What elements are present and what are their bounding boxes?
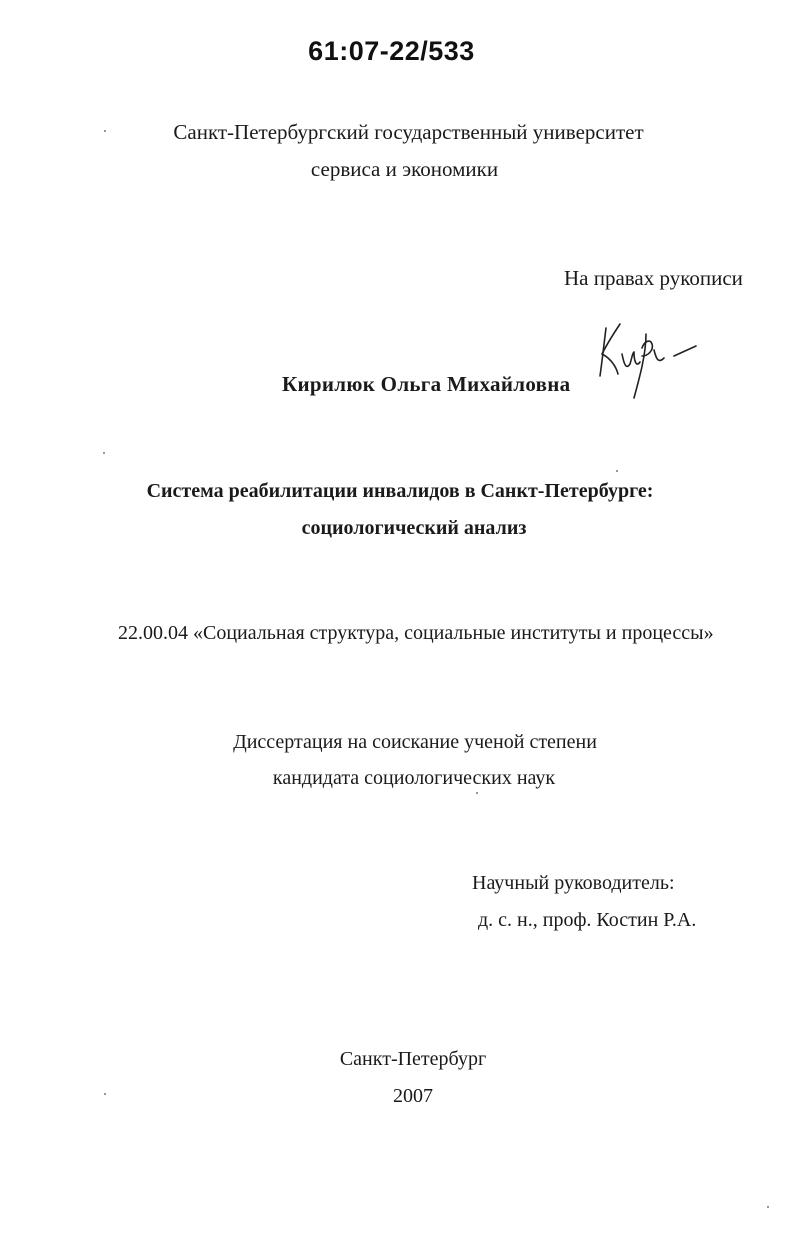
author-name: Кирилюк Ольга Михайловна [282, 372, 571, 396]
supervisor-name: д. с. н., проф. Костин Р.А. [478, 909, 697, 931]
scan-speck [616, 470, 618, 472]
scan-speck [104, 1093, 106, 1095]
dissertation-title-line-2: социологический анализ [301, 517, 527, 539]
degree-line-2: кандидата социологических наук [272, 767, 556, 789]
publication-year: 2007 [393, 1085, 433, 1107]
scan-speck [476, 792, 478, 794]
institution-line-2: сервиса и экономики [310, 157, 499, 181]
dissertation-title-line-1: Система реабилитации инвалидов в Санкт-Петербурге: [146, 480, 654, 502]
handwritten-signature-icon [592, 314, 700, 404]
scan-speck [767, 1206, 769, 1208]
manuscript-rights-note: На правах рукописи [564, 266, 743, 290]
supervisor-label: Научный руководитель: [472, 872, 675, 894]
scan-speck [104, 130, 106, 132]
degree-line-1: Диссертация на соискание ученой степени [233, 731, 597, 753]
institution-line-1: Санкт-Петербургский государственный университет [173, 120, 644, 144]
catalog-number: 61:07-22/533 [308, 36, 475, 66]
place-of-publication: Санкт-Петербург [339, 1048, 487, 1070]
scan-speck [103, 452, 105, 454]
specialty-code: 22.00.04 «Социальная структура, социальные институты и процессы» [118, 622, 714, 644]
